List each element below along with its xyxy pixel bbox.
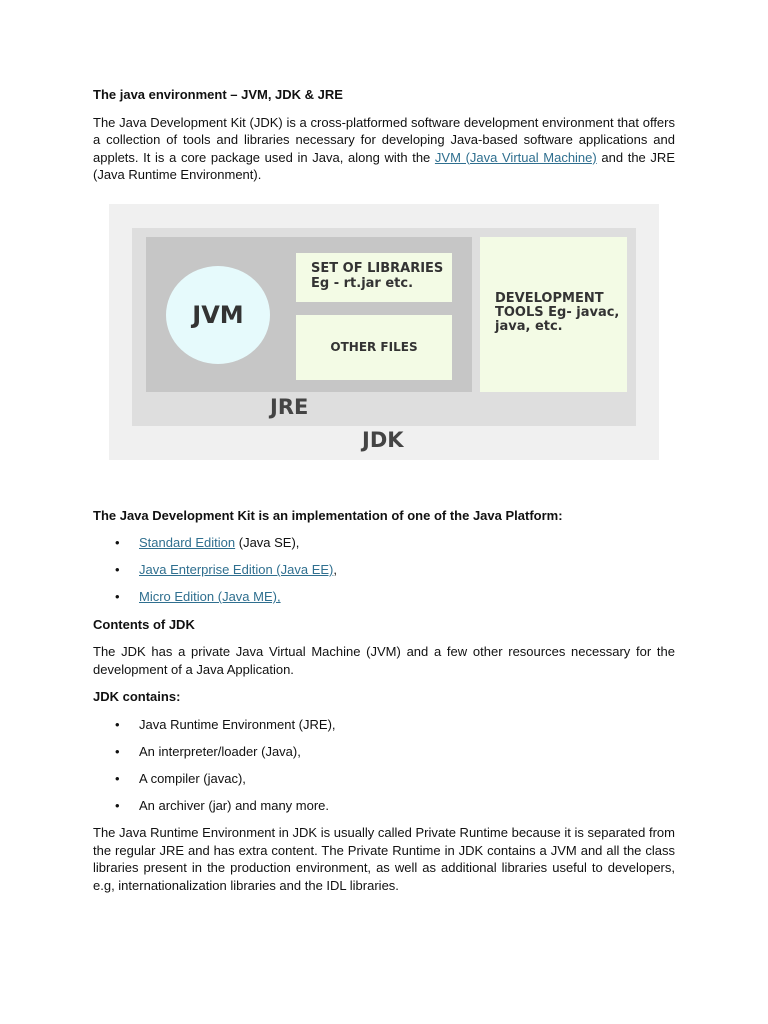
bullet-icon: •	[115, 716, 120, 732]
jvm-link[interactable]: JVM (Java Virtual Machine)	[434, 149, 597, 165]
jdk-diagram	[109, 204, 659, 460]
bullet-icon: •	[115, 797, 120, 813]
list-item	[93, 770, 675, 788]
dev-tools-line-3: java, etc.	[495, 318, 563, 334]
list-item-text: A compiler (javac),	[139, 770, 246, 786]
platforms-section	[93, 507, 675, 895]
platform-list	[93, 534, 675, 606]
contains-list	[93, 716, 675, 815]
libraries-line-1: SET OF LIBRARIES	[311, 260, 444, 276]
implementation-heading: The Java Development Kit is an implementation of one of the Java Platform:	[93, 507, 563, 523]
contents-paragraph: The JDK has a private Java Virtual Machine (JVM) and a few other resources necessary for the development of a Java Application.	[93, 644, 675, 677]
list-item	[93, 588, 675, 606]
jdk-label: JDK	[362, 427, 404, 452]
jvm-circle: JVM	[166, 266, 270, 364]
list-item-text: An interpreter/loader (Java),	[139, 743, 301, 759]
bullet-icon: •	[115, 535, 120, 550]
list-item	[93, 716, 675, 734]
intro-text-start: The Java Development Kit (JDK) is a cross-platformed software development environment that offers a collection of tools and libraries necessary for developing Java-based software applications and applets. It is a core package used in Java, along with the	[93, 114, 675, 165]
libraries-box	[296, 253, 452, 302]
bullet-icon: •	[115, 562, 120, 578]
private-runtime-paragraph: The Java Runtime Environment in JDK is usually called Private Runtime because it is separated from the regular JRE and has extra content. The Private Runtime in JDK contains a JVM and all the class libraries present in the production environment, as well as additional libraries useful to developers, e.g, internationalization libraries and the IDL libraries.	[93, 825, 675, 893]
list-item	[93, 561, 675, 579]
list-item-suffix: (Java SE),	[235, 535, 300, 550]
enterprise-edition-link[interactable]: Java Enterprise Edition (Java EE)	[139, 562, 334, 578]
contains-heading: JDK contains:	[93, 689, 181, 705]
document-title: The java environment – JVM, JDK & JRE	[93, 87, 343, 102]
intro-text-end: and the JRE (Java Runtime Environment).	[93, 149, 675, 182]
list-item-text: Java Runtime Environment (JRE),	[139, 716, 336, 732]
intro-paragraph	[93, 114, 675, 184]
bullet-icon: •	[115, 589, 120, 605]
list-item	[93, 743, 675, 761]
dev-tools-line-1: DEVELOPMENT	[495, 290, 604, 306]
list-item	[93, 534, 675, 552]
development-tools-box	[480, 237, 627, 392]
list-item-suffix: ,	[333, 562, 337, 578]
other-files-box: OTHER FILES	[296, 315, 452, 380]
micro-edition-link[interactable]: Micro Edition (Java ME),	[139, 589, 281, 605]
dev-tools-line-2: TOOLS Eg- javac,	[495, 304, 620, 320]
jre-label: JRE	[270, 394, 309, 419]
list-item-text: An archiver (jar) and many more.	[139, 797, 330, 813]
document-page	[93, 86, 675, 894]
list-item	[93, 797, 675, 815]
bullet-icon: •	[115, 743, 120, 759]
bullet-icon: •	[115, 770, 120, 786]
standard-edition-link[interactable]: Standard Edition	[139, 535, 236, 550]
libraries-line-2: Eg - rt.jar etc.	[311, 275, 414, 291]
contents-heading: Contents of JDK	[93, 616, 195, 632]
